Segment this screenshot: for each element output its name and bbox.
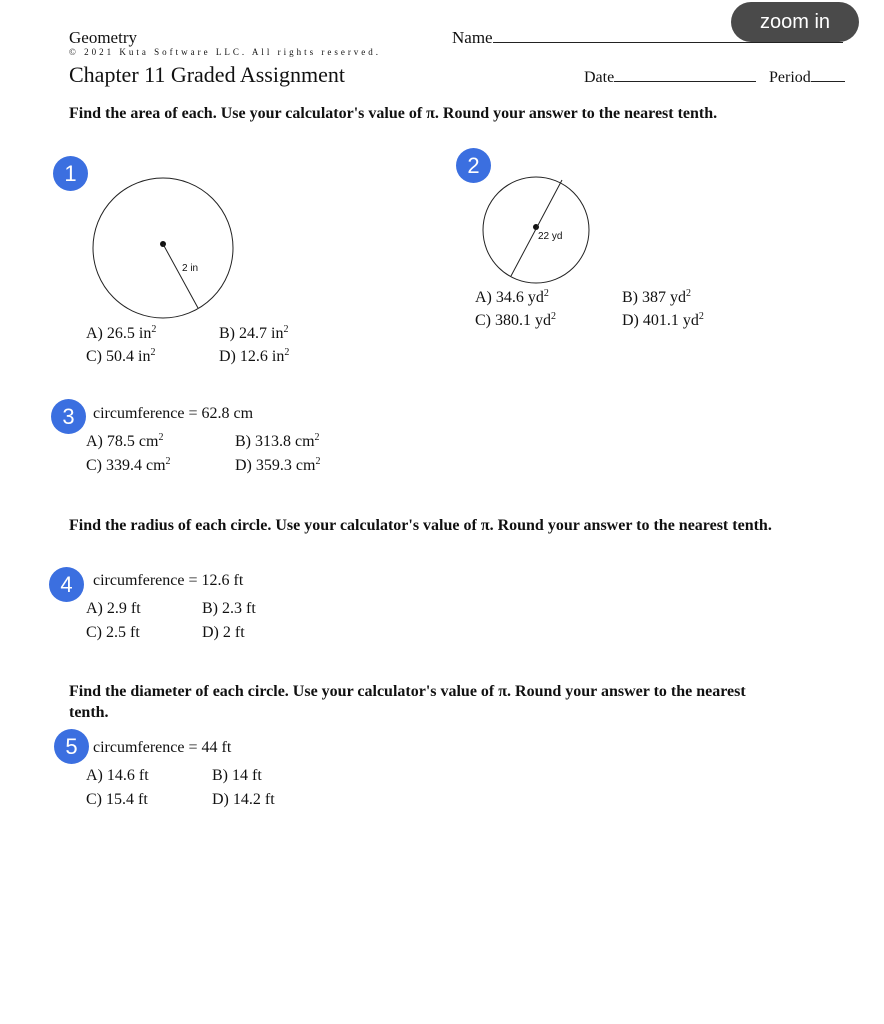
problem-1-circle-figure xyxy=(90,175,236,321)
problem-5-choice-b[interactable]: B) 14 ft xyxy=(212,767,262,784)
problem-3-badge[interactable]: 3 xyxy=(51,399,86,434)
copyright-notice: © 2021 Kuta Software LLC. All rights reserved. xyxy=(69,47,382,57)
problem-3-choice-c[interactable] xyxy=(86,457,171,475)
choice-text: B) 24.7 in xyxy=(219,325,284,342)
date-line xyxy=(614,70,756,82)
exponent: 2 xyxy=(284,347,290,358)
choice-text: A) 26.5 in xyxy=(86,325,152,342)
name-label: Name xyxy=(452,28,493,47)
choice-text: A) 78.5 cm xyxy=(86,433,159,450)
course-name: Geometry xyxy=(69,28,137,47)
problem-3-prompt: circumference = 62.8 cm xyxy=(93,405,254,422)
problem-5-badge[interactable]: 5 xyxy=(54,729,89,764)
diameter-instructions: Find the diameter of each circle. Use your calculator's value of π. Round your answer to the nearest tenth. xyxy=(69,683,746,721)
problem-1-choice-a[interactable] xyxy=(86,325,156,343)
problem-3-choice-d[interactable] xyxy=(235,457,320,475)
problem-3-choice-a[interactable] xyxy=(86,433,163,451)
date-label: Date xyxy=(584,69,615,86)
page-title: Chapter 11 Graded Assignment xyxy=(69,62,345,87)
problem-4-choice-b[interactable]: B) 2.3 ft xyxy=(202,600,256,617)
exponent: 2 xyxy=(165,456,171,467)
choice-text: C) 50.4 in xyxy=(86,348,151,365)
problem-3-choice-b[interactable] xyxy=(235,433,320,451)
choice-text: A) 34.6 yd xyxy=(475,289,544,306)
problem-2-circle-figure xyxy=(480,174,592,286)
exponent: 2 xyxy=(543,288,549,299)
problem-5-choice-a[interactable]: A) 14.6 ft xyxy=(86,767,149,784)
problem-5-choice-c[interactable]: C) 15.4 ft xyxy=(86,791,148,808)
problem-1-badge[interactable]: 1 xyxy=(53,156,88,191)
choice-text: C) 380.1 yd xyxy=(475,312,551,329)
problem-2-badge[interactable]: 2 xyxy=(456,148,491,183)
diameter-line xyxy=(511,180,562,276)
problem-4-choice-d[interactable]: D) 2 ft xyxy=(202,624,245,641)
radius-line xyxy=(163,244,198,308)
problem-4-prompt: circumference = 12.6 ft xyxy=(93,572,244,589)
choice-text: D) 401.1 yd xyxy=(622,312,699,329)
radius-label: 2 in xyxy=(182,263,199,274)
date-field xyxy=(584,69,756,87)
radius-instructions: Find the radius of each circle. Use your calculator's value of π. Round your answer to the nearest tenth. xyxy=(69,517,772,534)
choice-text: D) 359.3 cm xyxy=(235,457,316,474)
problem-1-choice-d[interactable] xyxy=(219,348,289,366)
period-label: Period xyxy=(769,69,811,86)
exponent: 2 xyxy=(551,311,556,322)
diameter-label: 22 yd xyxy=(538,231,563,242)
period-field xyxy=(769,69,845,87)
problem-2-choice-c[interactable] xyxy=(475,312,556,330)
choice-text: B) 387 yd xyxy=(622,289,686,306)
problem-1-choice-b[interactable] xyxy=(219,325,288,343)
problem-5-prompt: circumference = 44 ft xyxy=(93,739,232,756)
exponent: 2 xyxy=(151,324,157,335)
area-instructions: Find the area of each. Use your calculator's value of π. Round your answer to the nearest tenth. xyxy=(69,105,718,122)
problem-2-choice-a[interactable] xyxy=(475,289,549,307)
problem-4-choice-c[interactable]: C) 2.5 ft xyxy=(86,624,140,641)
exponent: 2 xyxy=(686,288,691,299)
period-line xyxy=(811,70,845,82)
exponent: 2 xyxy=(150,347,156,358)
exponent: 2 xyxy=(315,456,321,467)
exponent: 2 xyxy=(158,432,164,443)
problem-4-choice-a[interactable]: A) 2.9 ft xyxy=(86,600,141,617)
circle-outline xyxy=(93,178,233,318)
zoom-in-button[interactable]: zoom in xyxy=(731,2,859,42)
problem-4-badge[interactable]: 4 xyxy=(49,567,84,602)
problem-2-choice-d[interactable] xyxy=(622,312,704,330)
exponent: 2 xyxy=(283,324,289,335)
exponent: 2 xyxy=(314,432,320,443)
choice-text: C) 339.4 cm xyxy=(86,457,166,474)
exponent: 2 xyxy=(698,311,704,322)
choice-text: B) 313.8 cm xyxy=(235,433,315,450)
choice-text: D) 12.6 in xyxy=(219,348,285,365)
problem-5-choice-d[interactable]: D) 14.2 ft xyxy=(212,791,275,808)
problem-1-choice-c[interactable] xyxy=(86,348,155,366)
problem-2-choice-b[interactable] xyxy=(622,289,691,307)
